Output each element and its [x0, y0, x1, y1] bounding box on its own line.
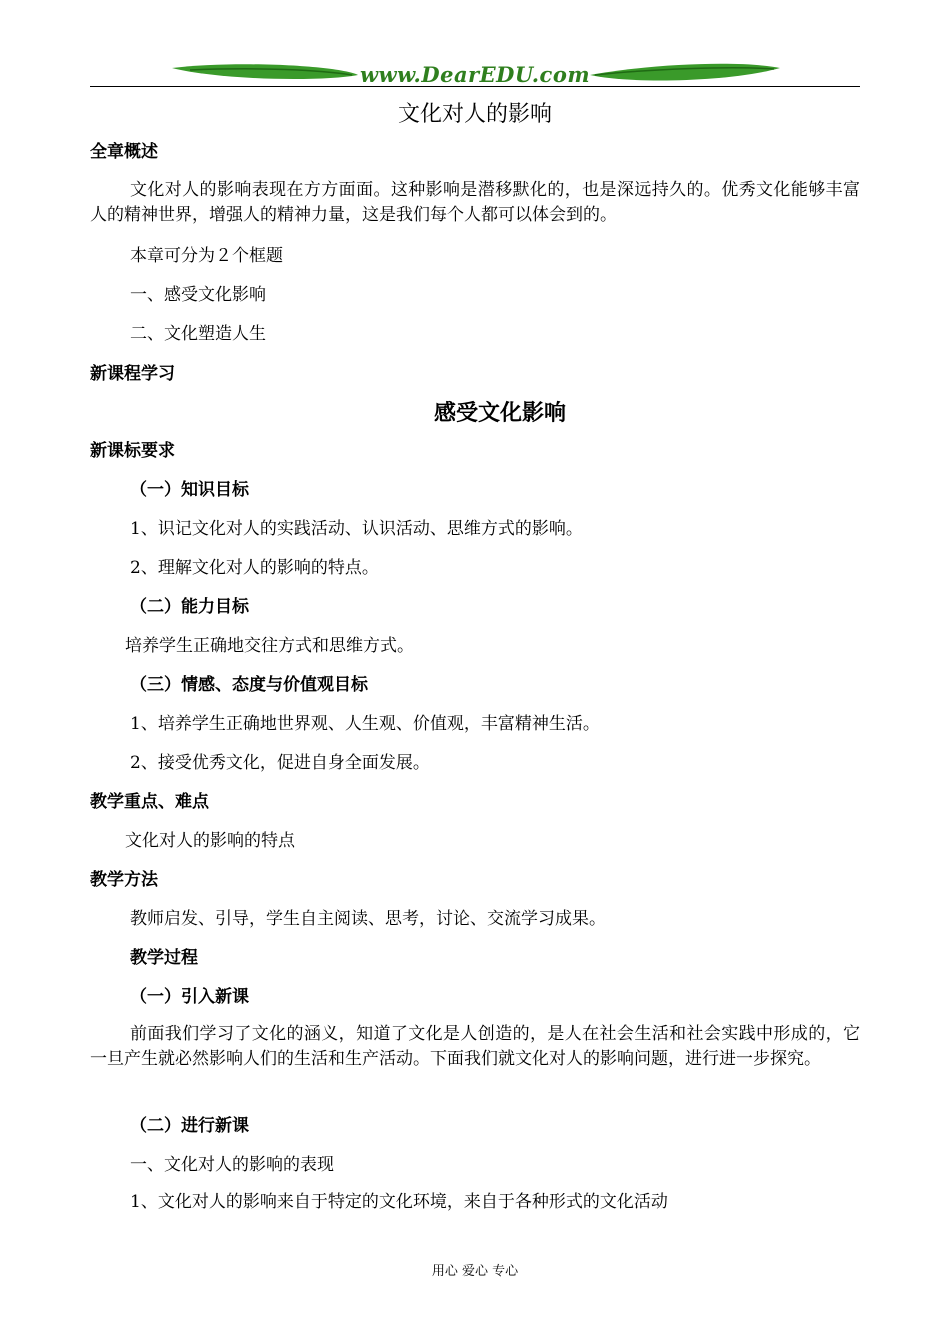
- header-rule: [90, 86, 860, 87]
- emotion-item-1: 1、培养学生正确地世界观、人生观、价值观，丰富精神生活。: [130, 714, 600, 734]
- overview-heading: 全章概述: [90, 142, 158, 162]
- chapter-divide-text: 本章可分为２个框题: [130, 246, 283, 266]
- emotion-item-2: 2、接受优秀文化，促进自身全面发展。: [130, 753, 430, 773]
- study-heading: 新课程学习: [90, 364, 175, 384]
- new-lesson-item-2: 1、文化对人的影响来自于特定的文化环境，来自于各种形式的文化活动: [130, 1192, 668, 1212]
- method-text: 教师启发、引导，学生自主阅读、思考，讨论、交流学习成果。: [130, 909, 606, 929]
- chapter-item-1: 一、感受文化影响: [130, 285, 266, 305]
- method-heading: 教学方法: [90, 870, 158, 890]
- chapter-item-2: 二、文化塑造人生: [130, 324, 266, 344]
- key-points-heading: 教学重点、难点: [90, 792, 209, 812]
- knowledge-item-1: 1、识记文化对人的实践活动、认识活动、思维方式的影响。: [130, 519, 583, 539]
- ability-heading: （二）能力目标: [130, 597, 249, 617]
- ability-item-1: 培养学生正确地交往方式和思维方式。: [125, 636, 414, 656]
- knowledge-heading: （一）知识目标: [130, 480, 249, 500]
- section-title: 感受文化影响: [433, 401, 566, 426]
- key-points-text: 文化对人的影响的特点: [125, 831, 295, 851]
- page-footer: 用心 爱心 专心: [431, 1264, 519, 1279]
- intro-paragraph: 前面我们学习了文化的涵义，知道了文化是人创造的，是人在社会生活和社会实践中形成的，它一旦产生就必然影响人们的生活和生产活动。下面我们就文化对人的影响问题，进行进一步探究。: [90, 1024, 860, 1069]
- document-title: 文化对人的影响: [397, 102, 552, 127]
- knowledge-item-2: 2、理解文化对人的影响的特点。: [130, 558, 379, 578]
- new-lesson-heading: （二）进行新课: [130, 1116, 249, 1136]
- process-heading: 教学过程: [130, 948, 198, 968]
- emotion-heading: （三）情感、态度与价值观目标: [130, 675, 368, 695]
- new-lesson-item-1: 一、文化对人的影响的表现: [130, 1155, 334, 1175]
- intro-heading: （一）引入新课: [130, 987, 249, 1007]
- standards-heading: 新课标要求: [90, 441, 175, 461]
- site-logo-text: www.DearEDU.com: [359, 62, 591, 87]
- overview-paragraph: 文化对人的影响表现在方方面面。这种影响是潜移默化的，也是深远持久的。优秀文化能够丰富人的精神世界，增强人的精神力量，这是我们每个人都可以体会到的。: [90, 180, 860, 225]
